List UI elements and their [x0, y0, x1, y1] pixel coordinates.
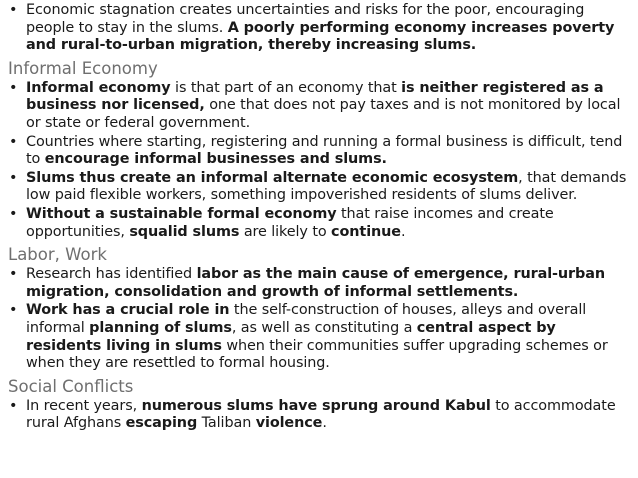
bold-text: planning of slums	[89, 319, 232, 336]
bullet-item	[8, 206, 630, 241]
section-heading: Informal Economy	[8, 58, 158, 78]
bold-text: escaping	[125, 415, 198, 432]
text-run: Taliban	[197, 415, 256, 432]
text-run: .	[322, 415, 327, 432]
bold-text: central aspect by residents living in slums	[26, 319, 556, 354]
bold-text: Informal economy	[26, 79, 171, 96]
text-run: Research has identified	[26, 266, 197, 283]
bold-text: continue	[331, 223, 401, 240]
text-run: the self-construction of houses, alleys and overall informal	[26, 302, 587, 336]
text-run: that raise incomes and create opportunities,	[26, 205, 554, 240]
bold-text: violence	[255, 415, 323, 432]
bold-text: A poorly performing economy increases poverty and rural-to-urban migration, thereby increasing slums.	[26, 19, 615, 54]
bold-text: Slums thus create an informal alternate economic ecosystem	[26, 169, 519, 186]
bullet-item	[8, 266, 630, 301]
section-intro	[8, 2, 630, 55]
text-run: , that demands low paid flexible workers, something impoverished residents of slums deliver.	[26, 169, 627, 204]
text-run: , as well as constituting a	[231, 319, 417, 336]
bullet-list	[8, 398, 630, 433]
text-run: is that part of an economy that	[170, 79, 402, 96]
text-run: one that does not pay taxes and is not monitored by local or state or federal government.	[26, 97, 621, 131]
section-labor-work	[8, 245, 630, 373]
bullet-list	[8, 266, 630, 373]
bold-text: numerous slums have sprung around Kabul	[141, 397, 491, 414]
text-run: when their communities suffer upgrading schemes or when they are resettled to formal housing.	[26, 337, 608, 372]
section-social-conflicts	[8, 377, 630, 433]
text-run: In recent years,	[26, 397, 142, 414]
bold-text: Work has a crucial role in	[26, 302, 230, 319]
bullet-list	[8, 2, 630, 55]
text-run: Countries where starting, registering and running a formal business is difficult, tend to	[26, 133, 623, 168]
text-run: .	[400, 223, 406, 240]
section-heading: Labor, Work	[8, 245, 107, 265]
text-run: are likely to	[239, 223, 332, 240]
bold-text: encourage informal businesses and slums.	[44, 151, 387, 168]
text-run: to accommodate rural Afghans	[26, 397, 616, 432]
bold-text: is neither registered as a business nor licensed,	[26, 79, 604, 114]
bullet-item	[8, 398, 630, 433]
bullet-item	[8, 134, 630, 169]
bullet-list	[8, 80, 630, 241]
section-informal-economy	[8, 59, 630, 241]
bullet-item	[8, 2, 630, 55]
text-run: Economic stagnation creates uncertainties and risks for the poor, encouraging people to stay in the slums.	[26, 2, 585, 36]
bullet-item	[8, 302, 630, 372]
bold-text: labor as the main cause of emergence, rural-urban migration, consolidation and growth of informal settlements.	[26, 266, 606, 300]
bold-text: squalid slums	[129, 223, 240, 240]
section-heading: Social Conflicts	[8, 376, 134, 396]
bold-text: Without a sustainable formal economy	[26, 205, 337, 222]
bullet-item	[8, 170, 630, 205]
bullet-item	[8, 80, 630, 133]
